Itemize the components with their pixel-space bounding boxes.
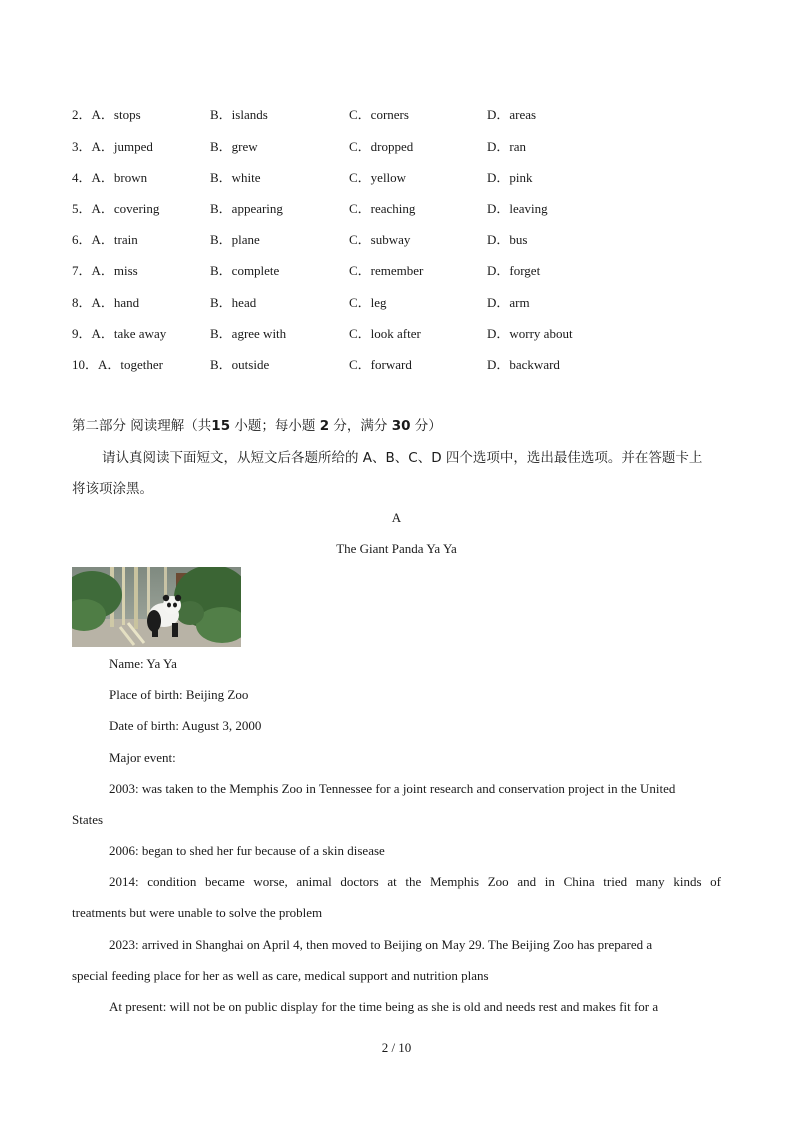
option-d: D．ran [487,139,526,154]
option-c: C．forward [349,357,412,372]
question-number: 10． [72,357,99,372]
option-c: C．look after [349,326,421,341]
option-a-text: A．miss [91,263,138,278]
option-c: C．yellow [349,170,407,185]
option-c: C．reaching [349,201,416,216]
question-4-options [72,167,732,185]
event-2003: 2003: was taken to the Memphis Zoo in Tennessee for a joint research and conservation project in the United States [72,781,676,827]
option-a [72,104,141,123]
question-8-options [72,292,732,310]
question-6-options [72,229,732,247]
option-a-text: A．together [98,357,163,372]
option-a-text: A．stops [91,107,141,122]
profile-major-event: Major event: [109,750,176,765]
question-number: 3． [72,139,92,154]
option-b: B．outside [210,357,270,372]
question-number: 5． [72,201,92,216]
question-5-options [72,198,732,216]
option-b: B．white [210,170,261,185]
question-2-options [72,104,732,122]
question-number: 7． [72,263,92,278]
passage-title: The Giant Panda Ya Ya [336,541,457,556]
option-d: D．leaving [487,201,548,216]
option-b: B．plane [210,232,260,247]
option-a [72,229,138,248]
option-d: D．areas [487,107,537,122]
option-a [72,260,138,279]
option-b: B．appearing [210,201,283,216]
event-2006: 2006: began to shed her fur because of a skin disease [109,843,385,858]
option-a [72,136,153,155]
passage-letter: A [391,510,402,525]
question-number: 2． [72,107,92,122]
profile-name: Name: Ya Ya [109,656,177,671]
option-d: D．pink [487,170,533,185]
question-number: 4． [72,170,92,185]
question-3-options [72,136,732,154]
section-heading: 第二部分 阅读理解（共15 小题；每小题 2 分，满分 30 分） [72,418,442,434]
question-9-options [72,323,732,341]
event-2023: 2023: arrived in Shanghai on April 4, then moved to Beijing on May 29. The Beijing Zoo has prepared a special feeding place for her as well as care, medical support and nutrition plans [72,937,653,983]
option-a-text: A．covering [91,201,160,216]
option-b: B．islands [210,107,268,122]
question-number: 8． [72,295,92,310]
option-a [72,323,166,342]
question-10-options [72,354,732,372]
option-a-text: A．jumped [91,139,153,154]
option-c: C．corners [349,107,409,122]
question-number: 6． [72,232,92,247]
option-b: B．grew [210,139,258,154]
option-a-text: A．brown [91,170,148,185]
option-a [72,167,147,186]
page-number: 2 / 10 [381,1040,412,1055]
option-d: D．bus [487,232,528,247]
option-d: D．forget [487,263,541,278]
profile-birthplace: Place of birth: Beijing Zoo [109,687,249,702]
question-number: 9． [72,326,92,341]
instruction-line-1: 请认真阅读下面短文，从短文后各题所给的 A、B、C、D 四个选项中，选出最佳选项。并在答题卡上 [102,450,703,466]
option-d: D．arm [487,295,530,310]
question-7-options [72,260,732,278]
option-c: C．dropped [349,139,414,154]
option-b: B．agree with [210,326,287,341]
profile-birthdate: Date of birth: August 3, 2000 [109,718,262,733]
option-a [72,198,159,217]
event-2014: 2014: condition became worse, animal doctors at the Memphis Zoo and in China tried many kinds of treatments but were unable to solve the problem [72,874,721,920]
option-b: B．complete [210,263,280,278]
option-d: D．backward [487,357,560,372]
option-a-text: A．train [91,232,138,247]
option-a-text: A．hand [91,295,140,310]
event-present: At present: will not be on public display for the time being as she is old and needs rest and makes fit for a [109,999,659,1014]
instruction-line-2: 将该项涂黑。 [72,481,153,497]
option-a-text: A．take away [91,326,167,341]
option-c: C．remember [349,263,424,278]
option-b: B．head [210,295,257,310]
option-d: D．worry about [487,326,573,341]
option-a [72,292,139,311]
option-a [72,354,163,373]
panda-image-icon [72,567,241,647]
option-c: C．subway [349,232,411,247]
panda-photo [72,567,241,647]
option-c: C．leg [349,295,387,310]
